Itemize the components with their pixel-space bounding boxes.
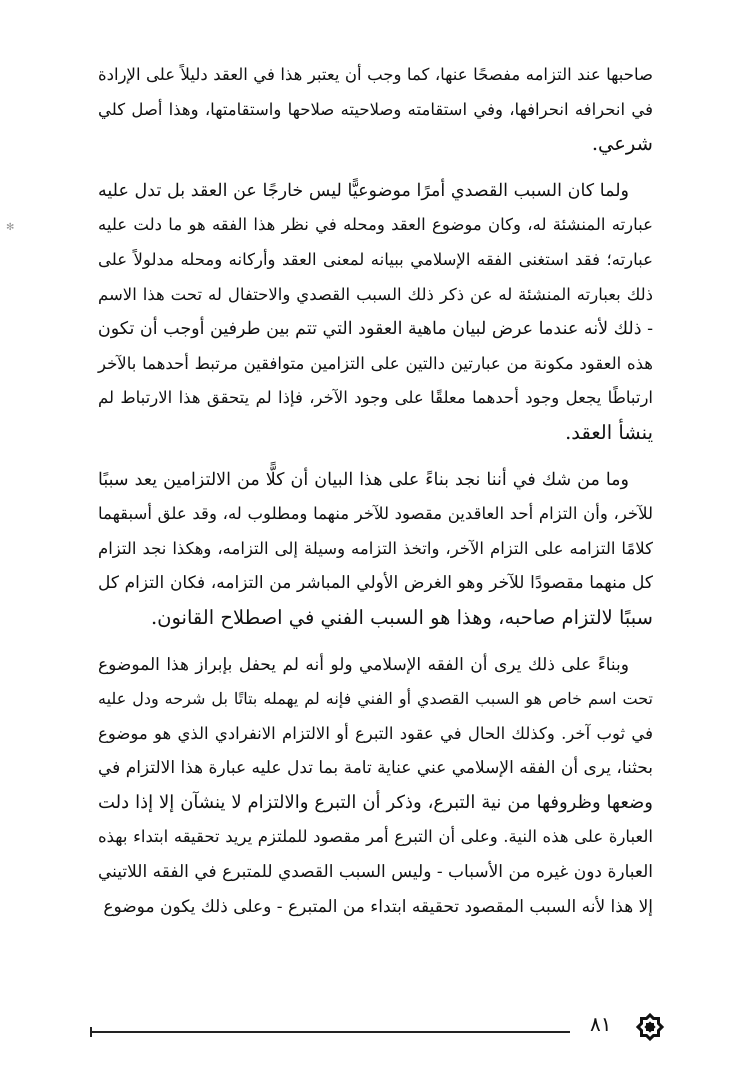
text-line: العبارة على هذه النية. وعلى أن التبرع أمر مقصود للملتزم يريد تحقيقه ابتداء بهذه bbox=[98, 827, 653, 847]
text-line: سببًا لالتزام صاحبه، وهذا هو السبب الفني في اصطلاح القانون. bbox=[150, 605, 653, 629]
text-line: - ذلك لأنه عندما عرض لبيان ماهية العقود التي تتم بين طرفين أوجب أن تكون bbox=[97, 319, 653, 340]
text-line: ولما كان السبب القصدي أمرًا موضوعيًّا ليس خارجًا عن العقد بل تدل عليه bbox=[98, 180, 629, 201]
text-line: عبارته المنشئة له، وكان موضوع العقد ومحله في نظر هذا الفقه هو ما دلت عليه bbox=[98, 215, 653, 235]
page-number: ٨١ bbox=[590, 1012, 612, 1036]
text-line: العبارة دون غيره من الأسباب - وليس السبب القصدي للمتبرع في الفقه اللاتيني bbox=[98, 862, 653, 883]
text-line: وضعها وظروفها من نية التبرع، وذكر أن التبرع والالتزام لا ينشآن إلا إذا دلت bbox=[98, 791, 653, 813]
eight-point-star-ornament-icon bbox=[633, 1010, 667, 1044]
text-line: ذلك بعبارته المنشئة له عن ذكر ذلك السبب القصدي والاحتفال له تحت هذا الاسم bbox=[98, 284, 653, 304]
text-line: شرعي. bbox=[591, 132, 653, 156]
text-line: عبارته؛ فقد استغنى الفقه الإسلامي ببيانه لمعنى العقد وأركانه ومحله مدلولاً على bbox=[98, 249, 653, 269]
text-line: كل منهما مقصودًا للآخر وهو الغرض الأولي المباشر من التزامه، فكان التزام كل bbox=[98, 573, 653, 594]
paragraph bbox=[98, 648, 653, 925]
text-line: في ثوب آخر. وكذلك الحال في عقود التبرع أو الالتزام الانفرادي الذي هو موضوع bbox=[98, 723, 653, 743]
footer-rule bbox=[92, 1031, 570, 1033]
paragraph bbox=[98, 174, 653, 451]
text-line: صاحبها عند التزامه مفصحًا عنها، كما وجب أن يعتبر هذا في العقد دليلاً على الإرادة bbox=[98, 65, 653, 84]
text-line: هذه العقود مكونة من عبارتين دالتين على التزامين متوافقين مرتبط أحدهما بالآخر bbox=[98, 353, 653, 373]
page-footer bbox=[92, 1010, 667, 1046]
text-line: ارتباطًا يجعل وجود أحدهما معلقًا على وجود الآخر، فإذا لم يتحقق هذا الارتباط لم bbox=[98, 388, 653, 408]
text-line: بحثنا، يرى أن الفقه الإسلامي عني عناية تامة بما تدل عليه عبارة هذا الالتزام في bbox=[98, 758, 653, 779]
text-line: للآخر، وأن التزام أحد العاقدين مقصود للآخر منهما ومطلوب له، وقد علق أسبقهما bbox=[98, 504, 653, 524]
text-line: كلامًا التزامه على التزام الآخر، واتخذ التزامه وسيلة إلى التزامه، وهكذا نجد التزام bbox=[98, 538, 653, 558]
body-text bbox=[98, 58, 653, 924]
margin-speck-icon: ✻ bbox=[6, 222, 15, 233]
text-line: ينشأ العقد. bbox=[565, 420, 653, 444]
text-line: وما من شك في أننا نجد بناءً على هذا البيان أن كلًّا من الالتزامين يعد سببًا bbox=[98, 469, 629, 490]
text-line: وبناءً على ذلك يرى أن الفقه الإسلامي ولو أنه لم يحفل بإبراز هذا الموضوع bbox=[98, 654, 629, 675]
text-line: في انحرافه انحرافها، وفي استقامته وصلاحيته صلاحها واستقامتها، وهذا أصل كلي bbox=[98, 99, 653, 119]
text-line: تحت اسم خاص هو السبب القصدي أو الفني فإنه لم يهمله بتاتًا بل شرحه ودل عليه bbox=[98, 689, 653, 709]
paragraph bbox=[98, 58, 653, 162]
text-line: إلا هذا لأنه السبب المقصود تحقيقه ابتداء من المتبرع - وعلى ذلك يكون موضوع bbox=[103, 896, 653, 917]
paragraph bbox=[98, 463, 653, 636]
